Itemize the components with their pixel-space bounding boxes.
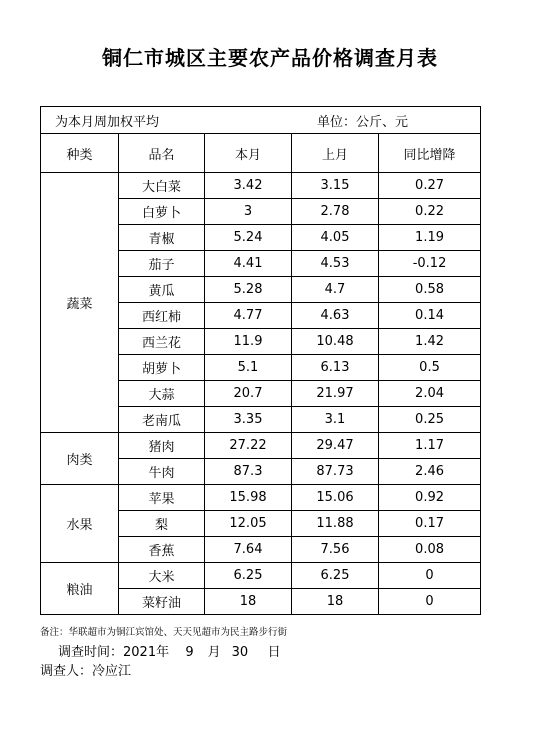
change-value: 0.22	[379, 199, 481, 225]
this-month-price: 3	[205, 199, 292, 225]
header-this-month: 本月	[205, 134, 292, 173]
product-name: 老南瓜	[119, 407, 205, 433]
last-month-price: 15.06	[292, 485, 379, 511]
product-name: 茄子	[119, 251, 205, 277]
this-month-price: 4.41	[205, 251, 292, 277]
this-month-price: 18	[205, 589, 292, 615]
table-row	[41, 173, 481, 199]
remark-note: 备注：华联超市为铜江宾馆处、天天见超市为民主路步行街	[40, 627, 288, 638]
table-note-cell	[41, 107, 481, 134]
last-month-price: 3.15	[292, 173, 379, 199]
product-name: 牛肉	[119, 459, 205, 485]
price-table	[40, 106, 481, 615]
last-month-price: 11.88	[292, 511, 379, 537]
survey-day-label: 日	[267, 645, 281, 660]
this-month-price: 5.24	[205, 225, 292, 251]
this-month-price: 6.25	[205, 563, 292, 589]
product-name: 香蕉	[119, 537, 205, 563]
this-month-price: 3.35	[205, 407, 292, 433]
change-value: 2.46	[379, 459, 481, 485]
this-month-price: 87.3	[205, 459, 292, 485]
change-value: 0.27	[379, 173, 481, 199]
survey-month-label: 月	[207, 645, 221, 660]
change-value: 0.58	[379, 277, 481, 303]
this-month-price: 27.22	[205, 433, 292, 459]
product-name: 西兰花	[119, 329, 205, 355]
this-month-price: 5.28	[205, 277, 292, 303]
this-month-price: 12.05	[205, 511, 292, 537]
header-change: 同比增降	[379, 134, 481, 173]
change-value: 1.17	[379, 433, 481, 459]
last-month-price: 3.1	[292, 407, 379, 433]
this-month-price: 3.42	[205, 173, 292, 199]
survey-day-number: 30	[231, 645, 249, 660]
change-value: 0.25	[379, 407, 481, 433]
last-month-price: 4.63	[292, 303, 379, 329]
product-name: 大白菜	[119, 173, 205, 199]
table-row	[41, 485, 481, 511]
last-month-price: 6.25	[292, 563, 379, 589]
last-month-price: 18	[292, 589, 379, 615]
this-month-price: 4.77	[205, 303, 292, 329]
surveyor: 调查人：冷应江	[40, 664, 132, 679]
product-name: 大米	[119, 563, 205, 589]
change-value: 0.08	[379, 537, 481, 563]
header-category: 种类	[41, 134, 119, 173]
this-month-price: 7.64	[205, 537, 292, 563]
product-name: 大蒜	[119, 381, 205, 407]
survey-time-label: 调查时间：	[58, 645, 124, 660]
change-value: -0.12	[379, 251, 481, 277]
last-month-price: 21.97	[292, 381, 379, 407]
last-month-price: 4.05	[292, 225, 379, 251]
this-month-price: 5.1	[205, 355, 292, 381]
change-value: 0.14	[379, 303, 481, 329]
header-last-month: 上月	[292, 134, 379, 173]
this-month-price: 11.9	[205, 329, 292, 355]
product-name: 西红柿	[119, 303, 205, 329]
table-row	[41, 433, 481, 459]
change-value: 0.5	[379, 355, 481, 381]
last-month-price: 29.47	[292, 433, 379, 459]
last-month-price: 87.73	[292, 459, 379, 485]
weighting-note: 为本月周加权平均	[55, 114, 160, 130]
survey-month-number: 9	[185, 645, 194, 660]
product-name: 梨	[119, 511, 205, 537]
change-value: 0.92	[379, 485, 481, 511]
unit-note: 单位：公斤、元	[317, 114, 409, 130]
last-month-price: 4.53	[292, 251, 379, 277]
category-cell: 蔬菜	[41, 173, 119, 433]
last-month-price: 6.13	[292, 355, 379, 381]
category-cell: 粮油	[41, 563, 119, 615]
category-cell: 肉类	[41, 433, 119, 485]
this-month-price: 20.7	[205, 381, 292, 407]
product-name: 苹果	[119, 485, 205, 511]
table-header-row	[41, 134, 481, 173]
change-value: 1.42	[379, 329, 481, 355]
product-name: 白萝卜	[119, 199, 205, 225]
change-value: 0.17	[379, 511, 481, 537]
survey-year: 2021年	[123, 645, 170, 660]
change-value: 0	[379, 563, 481, 589]
this-month-price: 15.98	[205, 485, 292, 511]
last-month-price: 10.48	[292, 329, 379, 355]
product-name: 青椒	[119, 225, 205, 251]
survey-time	[58, 641, 281, 660]
product-name: 菜籽油	[119, 589, 205, 615]
table-row	[41, 563, 481, 589]
last-month-price: 4.7	[292, 277, 379, 303]
last-month-price: 7.56	[292, 537, 379, 563]
change-value: 2.04	[379, 381, 481, 407]
product-name: 猪肉	[119, 433, 205, 459]
product-name: 黄瓜	[119, 277, 205, 303]
header-product: 品名	[119, 134, 205, 173]
change-value: 0	[379, 589, 481, 615]
category-cell: 水果	[41, 485, 119, 563]
table-note-row	[41, 107, 481, 134]
change-value: 1.19	[379, 225, 481, 251]
page-title: 铜仁市城区主要农产品价格调查月表	[102, 46, 438, 70]
product-name: 胡萝卜	[119, 355, 205, 381]
last-month-price: 2.78	[292, 199, 379, 225]
